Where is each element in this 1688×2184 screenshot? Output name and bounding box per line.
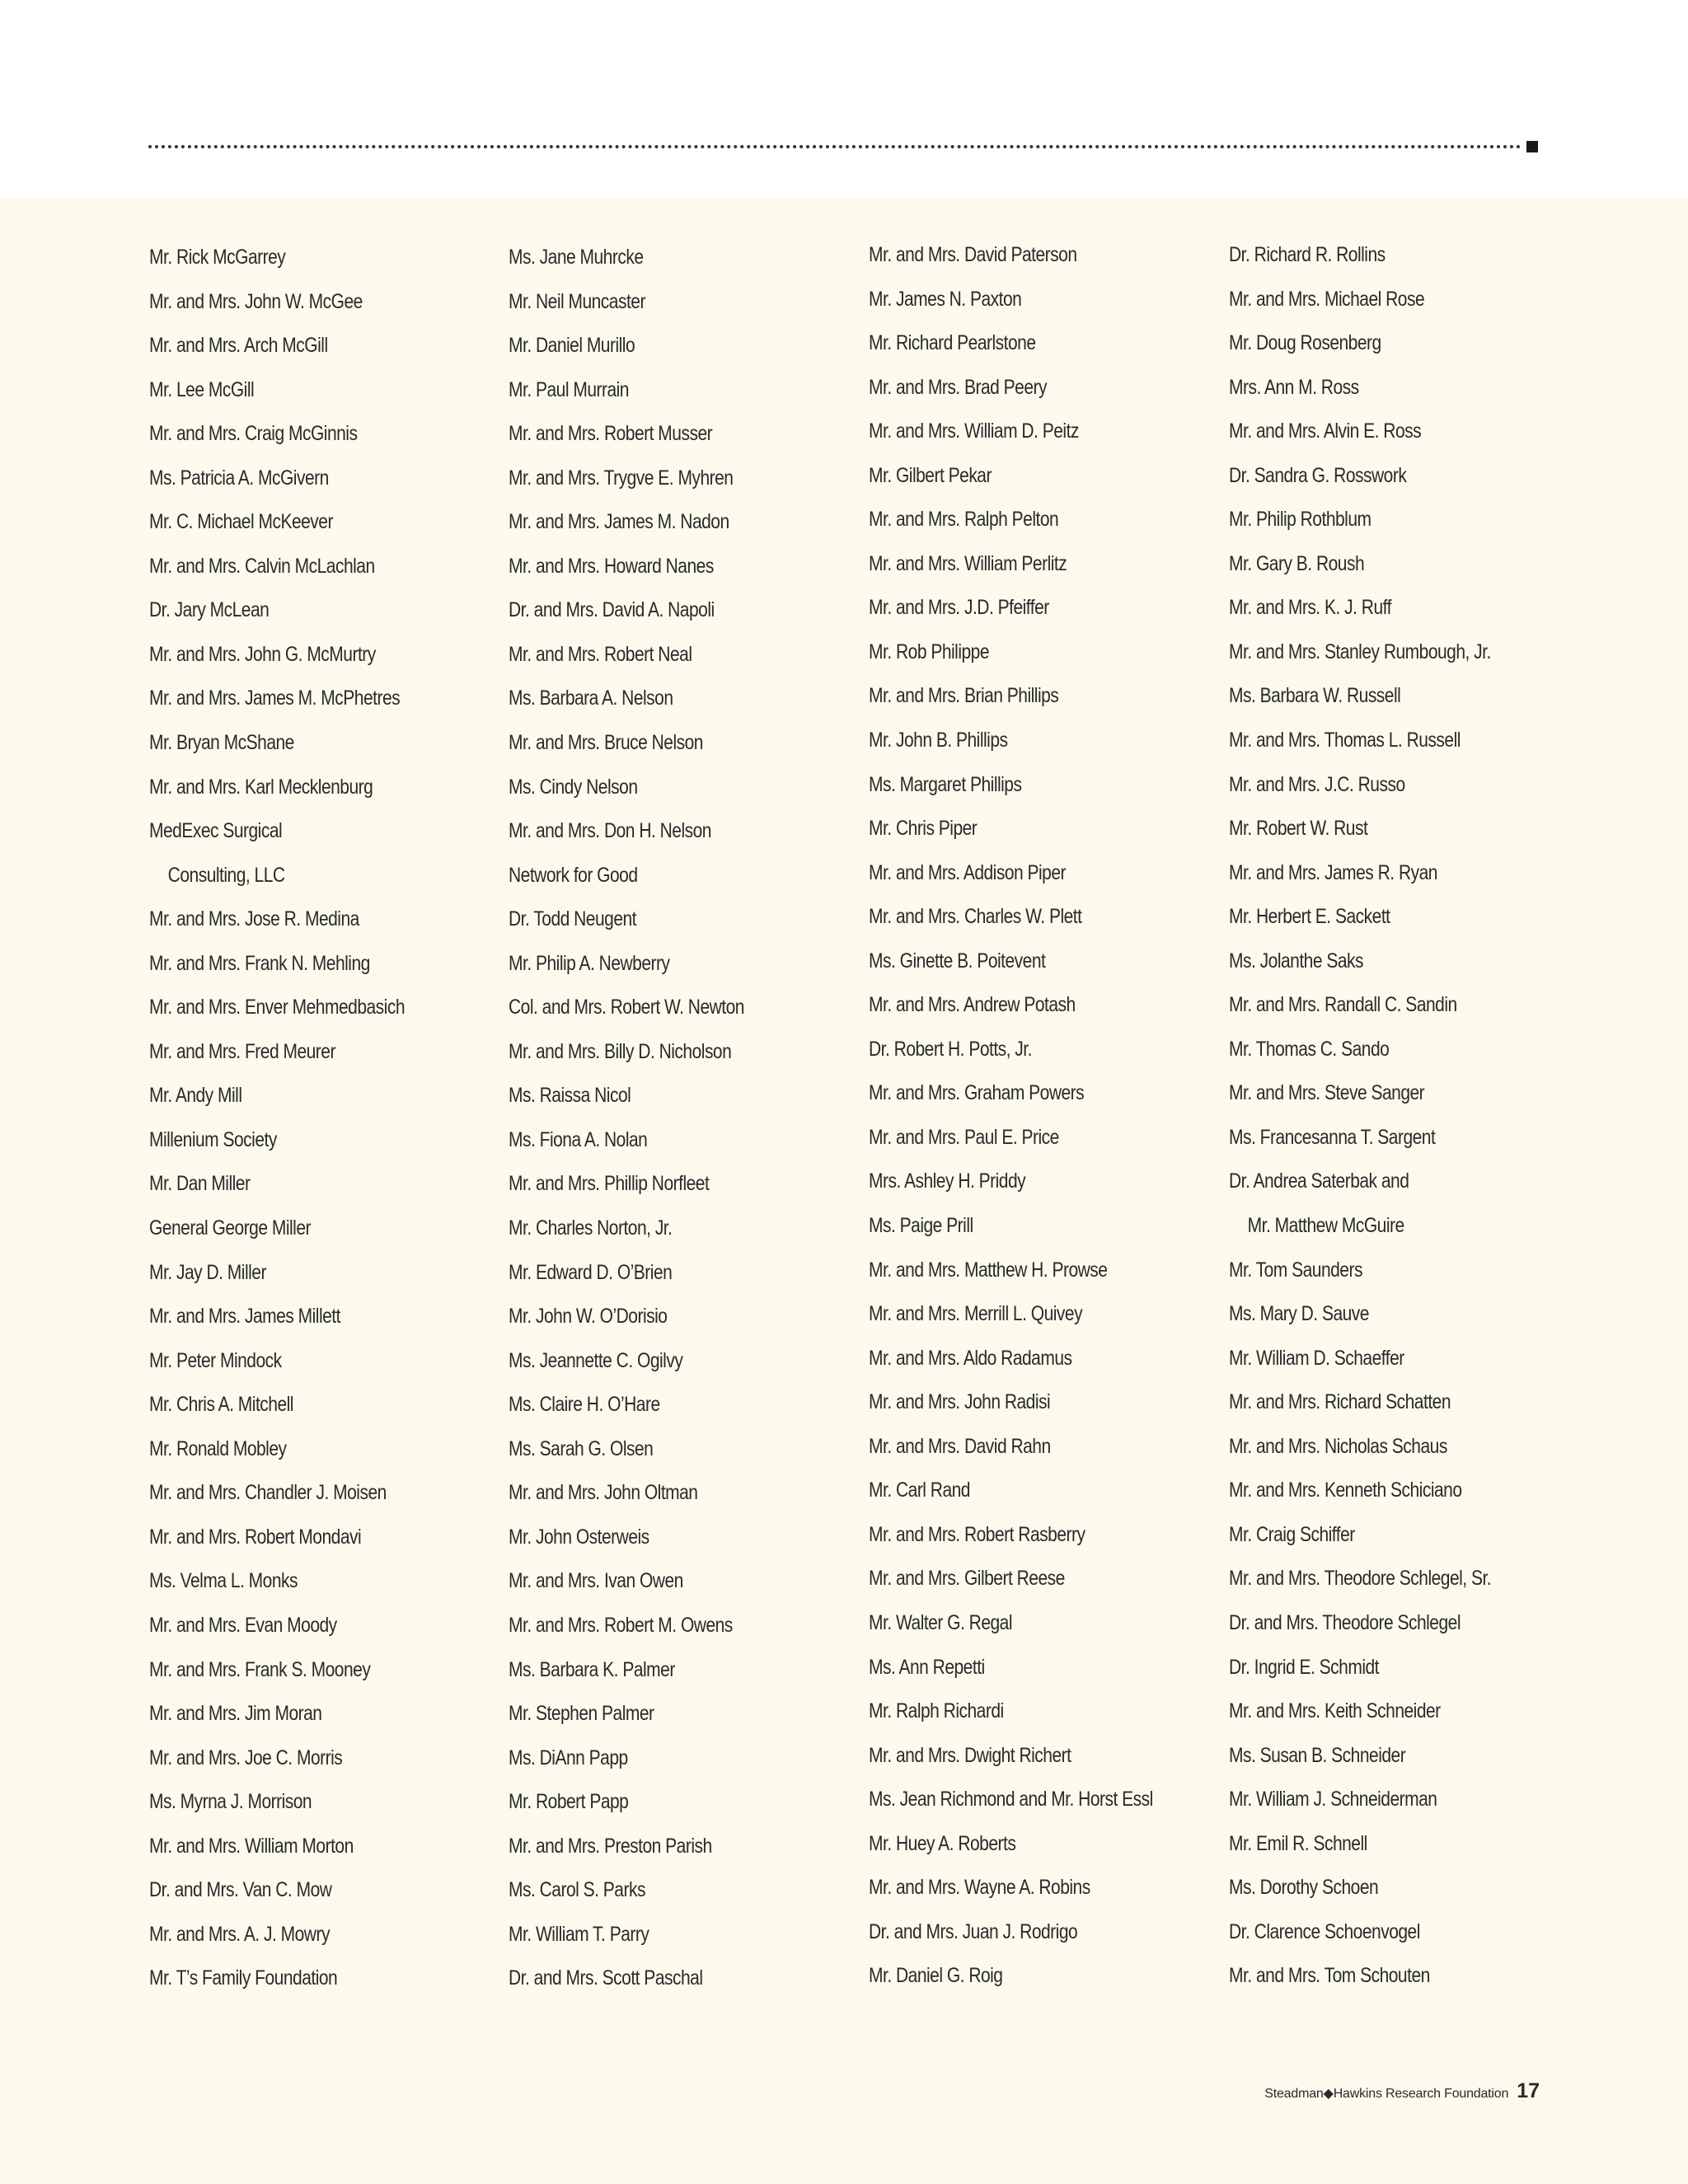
donor-name: Mr. Dan Miller — [149, 1172, 251, 1196]
donor-name: Ms. Barbara K. Palmer — [509, 1657, 675, 1681]
donor-name: Mrs. Ann M. Ross — [1229, 375, 1359, 399]
donor-name: Dr. and Mrs. Scott Paschal — [509, 1966, 703, 1990]
donor-name: Mr. Paul Murrain — [509, 377, 629, 401]
donor-name: Mr. and Mrs. Addison Piper — [869, 860, 1067, 884]
donor-name: Mr. and Mrs. Karl Mecklenburg — [149, 775, 373, 799]
donor-name: Mr. and Mrs. Enver Mehmedbasich — [149, 996, 405, 1019]
donor-name: Ms. Jolanthe Saks — [1229, 949, 1364, 972]
donor-name: Mr. Gary B. Roush — [1229, 551, 1365, 575]
rule-end-square-ornament — [1526, 141, 1538, 152]
donor-name: Mr. and Mrs. David Rahn — [869, 1434, 1051, 1458]
donor-name: Mr. and Mrs. Gilbert Reese — [869, 1567, 1065, 1591]
donor-name: Mr. and Mrs. Arch McGill — [149, 334, 328, 358]
donor-name: Mr. and Mrs. Matthew H. Prowse — [869, 1258, 1108, 1282]
donor-name: Ms. Raissa Nicol — [509, 1084, 631, 1108]
donor-name: Mr. Stephen Palmer — [509, 1702, 654, 1726]
dotted-divider-rule — [148, 145, 1522, 148]
donor-name: Mrs. Ashley H. Priddy — [869, 1169, 1026, 1193]
donor-name: Mr. and Mrs. Ralph Pelton — [869, 508, 1059, 532]
donor-name: Ms. Susan B. Schneider — [1229, 1743, 1406, 1767]
donor-name: Mr. and Mrs. William D. Peitz — [869, 419, 1079, 443]
donor-name: Dr. Todd Neugent — [509, 907, 637, 931]
donor-name: Mr. and Mrs. Alvin E. Ross — [1229, 419, 1422, 443]
donor-name: Ms. Sarah G. Olsen — [509, 1436, 654, 1460]
donor-name: Mr. and Mrs. Trygve E. Myhren — [509, 466, 734, 490]
donor-name: Mr. and Mrs. James Millett — [149, 1305, 340, 1329]
donor-name: Mr. and Mrs. Steve Sanger — [1229, 1081, 1425, 1105]
donor-name: Mr. and Mrs. James M. McPhetres — [149, 687, 401, 710]
donor-name: Mr. Doug Rosenberg — [1229, 331, 1381, 355]
donor-name-continued: Consulting, LLC — [167, 863, 285, 887]
donor-name: Mr. William D. Schaeffer — [1229, 1346, 1404, 1370]
donor-name: Mr. Lee McGill — [149, 377, 255, 401]
donor-name: Mr. and Mrs. Joe C. Morris — [149, 1746, 343, 1769]
donor-name: Ms. Paige Prill — [869, 1214, 973, 1238]
donor-name: Mr. and Mrs. William Morton — [149, 1834, 354, 1858]
donor-name: Mr. and Mrs. Richard Schatten — [1229, 1390, 1451, 1414]
donor-column-3 — [869, 241, 1207, 2006]
donor-name: Mr. Robert W. Rust — [1229, 817, 1368, 841]
page-footer — [1264, 2079, 1540, 2104]
page-number: 17 — [1517, 2079, 1540, 2102]
donor-name: Mr. John B. Phillips — [869, 729, 1008, 752]
donor-column-2 — [509, 243, 789, 2008]
donor-name: Ms. Jane Muhrcke — [509, 246, 644, 269]
donor-name: Ms. Jeannette C. Ogilvy — [509, 1348, 683, 1372]
donor-name: Dr. and Mrs. Juan J. Rodrigo — [869, 1919, 1078, 1943]
donor-name: Dr. Andrea Saterbak and — [1229, 1169, 1409, 1193]
donor-name: Mr. and Mrs. Aldo Radamus — [869, 1346, 1072, 1370]
donor-name: Mr. and Mrs. J.D. Pfeiffer — [869, 596, 1049, 620]
donor-name: Mr. Philip A. Newberry — [509, 951, 670, 975]
donor-name: Mr. and Mrs. Chandler J. Moisen — [149, 1481, 387, 1505]
donor-name: Mr. and Mrs. Brian Phillips — [869, 684, 1059, 708]
donor-name: Mr. Walter G. Regal — [869, 1610, 1013, 1634]
donor-name: Ms. Mary D. Sauve — [1229, 1302, 1369, 1326]
donor-name: Mr. Ralph Richardi — [869, 1699, 1004, 1723]
donor-name: Ms. Ginette B. Poitevent — [869, 949, 1046, 972]
donor-name: Mr. and Mrs. Merrill L. Quivey — [869, 1302, 1083, 1326]
donor-name: Mr. John W. O’Dorisio — [509, 1305, 668, 1329]
donor-name: Mr. and Mrs. Frank N. Mehling — [149, 951, 370, 975]
donor-name: Mr. Carl Rand — [869, 1479, 970, 1502]
donor-name: Mr. and Mrs. Robert M. Owens — [509, 1613, 733, 1637]
donor-name: Dr. Robert H. Potts, Jr. — [869, 1037, 1032, 1061]
donor-name: Mr. and Mrs. A. J. Mowry — [149, 1922, 330, 1946]
donor-name: Mr. and Mrs. Dwight Richert — [869, 1743, 1071, 1767]
donor-name: Mr. William T. Parry — [509, 1922, 649, 1946]
donor-name: Mr. Jay D. Miller — [149, 1260, 266, 1284]
donor-name: Mr. and Mrs. Kenneth Schiciano — [1229, 1479, 1462, 1502]
donor-name: Ms. Myrna J. Morrison — [149, 1790, 312, 1814]
donor-name: Mr. and Mrs. Preston Parish — [509, 1834, 712, 1858]
donor-name: Mr. and Mrs. Keith Schneider — [1229, 1699, 1441, 1723]
donor-name: Ms. Claire H. O’Hare — [509, 1393, 660, 1417]
donor-name: Mr. and Mrs. Phillip Norfleet — [509, 1172, 710, 1196]
donor-name: Mr. Ronald Mobley — [149, 1436, 287, 1460]
donor-name: Mr. Emil R. Schnell — [1229, 1831, 1367, 1855]
donor-name: Mr. and Mrs. Billy D. Nicholson — [509, 1039, 732, 1063]
donor-name: Mr. and Mrs. Fred Meurer — [149, 1039, 335, 1063]
donor-name: Mr. Gilbert Pekar — [869, 463, 992, 487]
donor-name: Ms. Barbara A. Nelson — [509, 687, 673, 710]
donor-name: Mr. Tom Saunders — [1229, 1258, 1362, 1282]
donor-name: Mr. and Mrs. James R. Ryan — [1229, 860, 1437, 884]
donor-name: Mr. Chris A. Mitchell — [149, 1393, 293, 1417]
donor-name: Mr. and Mrs. Robert Mondavi — [149, 1525, 362, 1549]
donor-name: Mr. and Mrs. Howard Nanes — [509, 554, 714, 578]
donor-name: Ms. Barbara W. Russell — [1229, 684, 1401, 708]
donor-name: Mr. and Mrs. John Oltman — [509, 1481, 698, 1505]
footer-organization-name: Steadman◆Hawkins Research Foundation — [1264, 2087, 1509, 2101]
donor-name: Network for Good — [509, 863, 638, 887]
donor-name: Mr. and Mrs. Stanley Rumbough, Jr. — [1229, 640, 1491, 663]
donor-name: Mr. and Mrs. David Paterson — [869, 243, 1077, 266]
donor-column-4 — [1229, 241, 1541, 2006]
donor-name: Dr. Clarence Schoenvogel — [1229, 1919, 1420, 1943]
donor-name: Ms. Dorothy Schoen — [1229, 1876, 1379, 1900]
donor-name: Ms. Velma L. Monks — [149, 1569, 298, 1593]
donor-name: Mr. Huey A. Roberts — [869, 1831, 1016, 1855]
donor-name: Mr. and Mrs. Randall C. Sandin — [1229, 993, 1457, 1017]
donor-name: Dr. and Mrs. Theodore Schlegel — [1229, 1610, 1461, 1634]
donor-name: Mr. and Mrs. J.C. Russo — [1229, 772, 1405, 796]
donor-name: Mr. and Mrs. Wayne A. Robins — [869, 1876, 1090, 1900]
donor-name: Mr. and Mrs. Theodore Schlegel, Sr. — [1229, 1567, 1492, 1591]
donor-name: Mr. Daniel G. Roig — [869, 1964, 1003, 1988]
donor-name: Mr. and Mrs. Ivan Owen — [509, 1569, 683, 1593]
donor-name: Mr. and Mrs. Graham Powers — [869, 1081, 1085, 1105]
donor-name: Mr. and Mrs. K. J. Ruff — [1229, 596, 1391, 620]
donor-name: Mr. and Mrs. Charles W. Plett — [869, 905, 1082, 929]
donor-name: Mr. and Mrs. Jose R. Medina — [149, 907, 359, 931]
donor-name: Mr. and Mrs. Evan Moody — [149, 1613, 337, 1637]
donor-name: MedExec Surgical — [149, 819, 283, 843]
donor-name: Mr. and Mrs. John W. McGee — [149, 289, 363, 313]
donor-name: Mr. and Mrs. William Perlitz — [869, 551, 1067, 575]
donor-name: Mr. C. Michael McKeever — [149, 510, 333, 534]
donor-name: Mr. and Mrs. Thomas L. Russell — [1229, 729, 1461, 752]
page-header-band — [0, 0, 1688, 198]
donor-name: Mr. and Mrs. Michael Rose — [1229, 287, 1425, 311]
donor-name: Dr. and Mrs. David A. Napoli — [509, 598, 715, 622]
donor-name: Mr. Peter Mindock — [149, 1348, 282, 1372]
donor-name: Mr. and Mrs. John Radisi — [869, 1390, 1051, 1414]
donor-name: Mr. and Mrs. Robert Musser — [509, 422, 713, 446]
donor-name: Mr. Craig Schiffer — [1229, 1522, 1355, 1546]
donor-name: Mr. Herbert E. Sackett — [1229, 905, 1390, 929]
donor-name: Ms. DiAnn Papp — [509, 1746, 628, 1769]
donor-name: Mr. and Mrs. Jim Moran — [149, 1702, 322, 1726]
donor-name: Ms. Cindy Nelson — [509, 775, 638, 799]
donor-name: Mr. and Mrs. Tom Schouten — [1229, 1964, 1430, 1988]
donor-name: Mr. James N. Paxton — [869, 287, 1022, 311]
donor-name: Mr. Rob Philippe — [869, 640, 990, 663]
donor-name: Mr. William J. Schneiderman — [1229, 1788, 1437, 1811]
donor-name: Ms. Margaret Phillips — [869, 772, 1022, 796]
donor-name: Mr. Daniel Murillo — [509, 334, 635, 358]
donor-name: Mr. Chris Piper — [869, 817, 978, 841]
donor-name: Mr. and Mrs. Brad Peery — [869, 375, 1047, 399]
donor-name: Ms. Francesanna T. Sargent — [1229, 1125, 1436, 1149]
donor-name: Dr. Sandra G. Rosswork — [1229, 463, 1407, 487]
donor-name: Ms. Patricia A. McGivern — [149, 466, 329, 490]
donor-name: Ms. Jean Richmond and Mr. Horst Essl — [869, 1788, 1153, 1811]
donor-name: Mr. Neil Muncaster — [509, 289, 645, 313]
donor-name: Mr. Richard Pearlstone — [869, 331, 1036, 355]
donor-name: Dr. Jary McLean — [149, 598, 270, 622]
donor-name: Mr. Andy Mill — [149, 1084, 242, 1108]
donor-name: General George Miller — [149, 1216, 312, 1240]
donor-name: Mr. and Mrs. Craig McGinnis — [149, 422, 358, 446]
donor-name: Mr. and Mrs. James M. Nadon — [509, 510, 729, 534]
donor-name: Mr. Thomas C. Sando — [1229, 1037, 1390, 1061]
donor-name: Dr. and Mrs. Van C. Mow — [149, 1878, 332, 1902]
donor-column-1 — [149, 243, 453, 2008]
donor-name: Mr. Charles Norton, Jr. — [509, 1216, 673, 1240]
donor-name: Mr. Bryan McShane — [149, 731, 294, 755]
donor-name: Mr. John Osterweis — [509, 1525, 649, 1549]
donor-name: Dr. Richard R. Rollins — [1229, 243, 1386, 266]
donor-name: Mr. Rick McGarrey — [149, 246, 286, 269]
donor-name: Mr. and Mrs. Frank S. Mooney — [149, 1657, 371, 1681]
donor-name: Mr. Edward D. O’Brien — [509, 1260, 673, 1284]
donor-name: Mr. Robert Papp — [509, 1790, 629, 1814]
donor-name: Mr. and Mrs. Calvin McLachlan — [149, 554, 375, 578]
donor-name: Col. and Mrs. Robert W. Newton — [509, 996, 744, 1019]
donor-name-continued: Mr. Matthew McGuire — [1247, 1214, 1404, 1238]
donor-name: Mr. and Mrs. Don H. Nelson — [509, 819, 711, 843]
donor-name: Mr. T’s Family Foundation — [149, 1966, 338, 1990]
donor-name: Mr. and Mrs. Robert Neal — [509, 642, 692, 666]
donor-name: Mr. and Mrs. Robert Rasberry — [869, 1522, 1085, 1546]
donor-name: Mr. and Mrs. Andrew Potash — [869, 993, 1076, 1017]
donor-name: Dr. Ingrid E. Schmidt — [1229, 1655, 1379, 1679]
donor-name: Ms. Fiona A. Nolan — [509, 1127, 648, 1151]
donor-name: Mr. and Mrs. Nicholas Schaus — [1229, 1434, 1447, 1458]
donor-name: Mr. and Mrs. John G. McMurtry — [149, 642, 376, 666]
donor-name: Ms. Carol S. Parks — [509, 1878, 645, 1902]
donor-name: Mr. and Mrs. Paul E. Price — [869, 1125, 1059, 1149]
donor-name: Mr. Philip Rothblum — [1229, 508, 1372, 532]
donor-name: Mr. and Mrs. Bruce Nelson — [509, 731, 703, 755]
donor-name: Ms. Ann Repetti — [869, 1655, 985, 1679]
donor-name: Millenium Society — [149, 1127, 277, 1151]
